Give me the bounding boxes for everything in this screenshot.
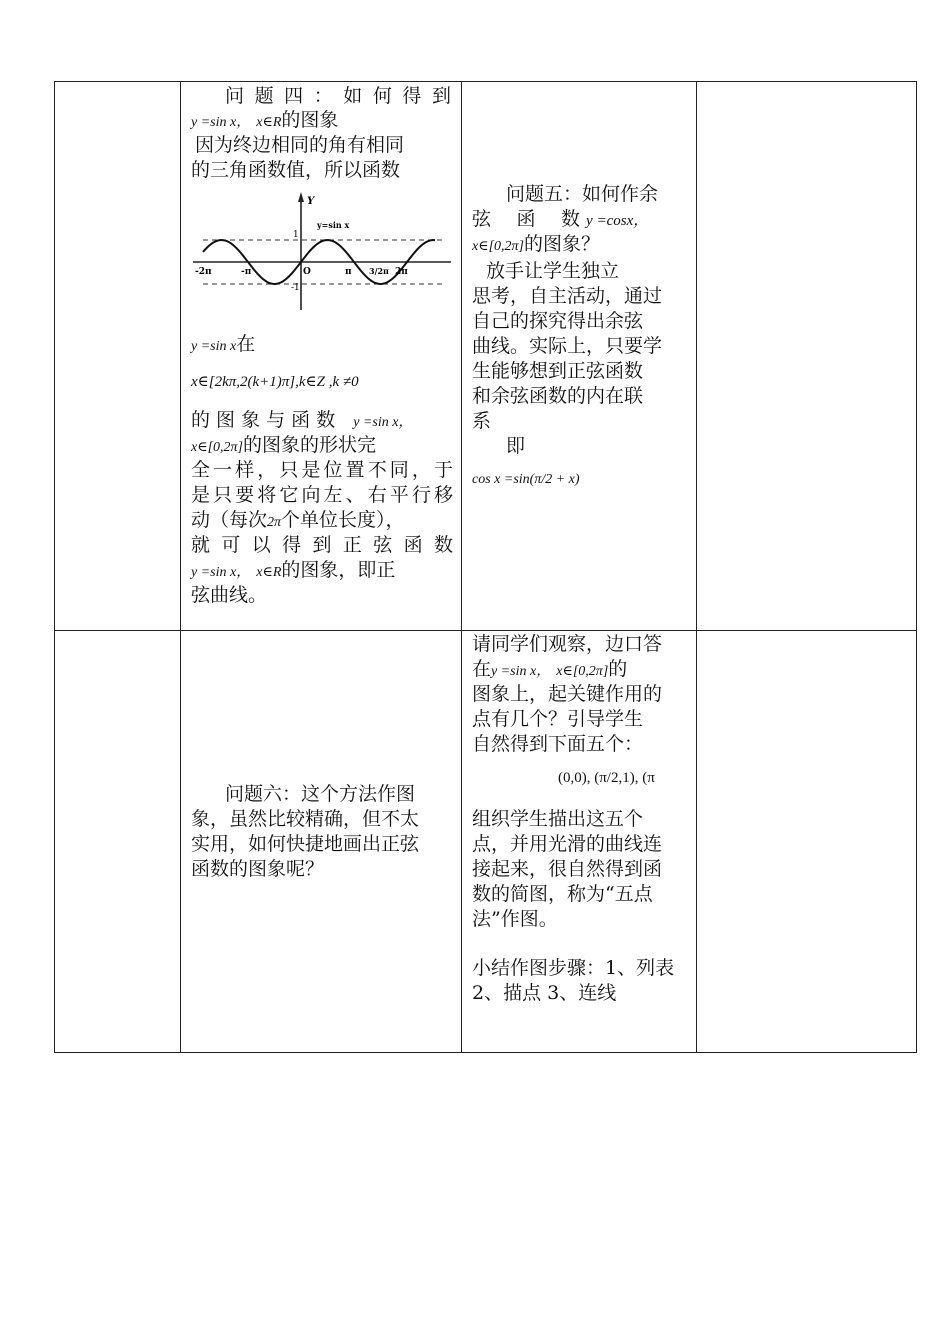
five-after-1: 点，并用光滑的曲线连 [472, 832, 663, 855]
q5-formula [472, 468, 580, 488]
q5-line2-formula: y =cosx， [586, 213, 649, 229]
five-points-text: (0,0), (π/2,1), (π [558, 769, 655, 786]
q5-line1: 问题五：如何作余 [506, 183, 659, 205]
table-row [55, 630, 917, 1052]
q4-cell [181, 82, 462, 631]
five-summary-2: 2、描点 3、连线 [472, 981, 617, 1004]
five-line2-f2: x∈[0,2π] [556, 663, 609, 679]
q4-para1-line1: 因为终边相同的角有相同 [195, 134, 405, 156]
q4-para2-line1 [191, 408, 453, 436]
table-cell-empty [55, 82, 181, 631]
q6-line4: 函数的图象呢？ [191, 857, 325, 880]
q4-formula-y: y =sin x， [191, 115, 251, 130]
q5-body-1: 思考，自主活动，通过 [472, 285, 663, 307]
q5-body-4: 生能够想到正弦函数 [472, 360, 644, 382]
q4-title: 问题四：如何得到 [225, 85, 451, 107]
q4-formula-x: x∈R [256, 115, 282, 130]
q4-cond-line [191, 332, 255, 360]
y-axis-arrow [298, 192, 304, 202]
table-cell-empty [697, 630, 917, 1052]
q4-para2-line5 [191, 508, 405, 536]
q5-body-2: 自己的探究得出余弦 [472, 310, 644, 332]
q4-interval [191, 371, 359, 391]
q4-para2-l7s: 的图象，即正 [281, 559, 396, 581]
five-after-3: 数的简图，称为“五点 [472, 882, 653, 905]
tick-1: 1 [293, 230, 299, 240]
table-cell-empty [55, 630, 181, 1052]
lesson-table [54, 81, 917, 1053]
five-line1: 请同学们观察，边口答 [472, 632, 663, 655]
five-line2-f1: y =sin x， [491, 663, 551, 679]
q4-cond-suffix: 在 [236, 333, 256, 355]
q4-para2-line4: 是只要将它向左、右平行移 [191, 484, 453, 506]
q6-line2: 象，虽然比较精确，但不太 [191, 807, 420, 830]
five-line2-s: 的 [608, 657, 628, 680]
q5-body-6: 系 [472, 410, 492, 432]
five-after-4: 法”作图。 [472, 907, 558, 930]
q6-cell [181, 630, 462, 1052]
table-row [55, 82, 917, 631]
tick-pi: π [345, 267, 352, 277]
q5-line2-text: 弦 函 数 [472, 208, 580, 230]
q4-para2-l7fx: x∈R [256, 565, 282, 580]
q4-para2-fx: x∈[0,2π] [191, 440, 243, 455]
q4-para2-line8: 弦曲线。 [191, 584, 268, 606]
tick-negpi: -π [241, 267, 252, 277]
q4-title-suffix: 的图象 [281, 109, 339, 131]
tick-origin: O [303, 267, 311, 277]
tick-neg2pi: -2π [195, 267, 212, 277]
q4-para2-line6: 就 可 以 得 到 正 弦 函 数 [191, 534, 453, 556]
five-line2-a: 在 [472, 657, 492, 680]
five-point-cell [462, 630, 697, 1052]
q4-para2-l5a: 动（每次 [191, 509, 268, 531]
q4-para2-l2s: 的图象的形状完 [243, 434, 377, 456]
table-cell-empty [697, 82, 917, 631]
q5-line3-formula: x∈[0,2π] [472, 239, 524, 254]
q4-para2-line2 [191, 433, 376, 461]
q6-line3: 实用，如何快捷地画出正弦 [191, 832, 420, 855]
q4-para2-fy: y =sin x， [353, 415, 413, 430]
q5-line3 [472, 232, 600, 260]
q6-line1: 问题六：这个方法作图 [225, 782, 416, 805]
five-line5: 自然得到下面五个： [472, 732, 644, 755]
q4-para2-l7fy: y =sin x， [191, 565, 251, 580]
q5-body-3: 曲线。实际上，只要学 [472, 335, 663, 357]
sine-graph [189, 190, 457, 318]
q4-para2-line7 [191, 558, 395, 586]
q5-body-5: 和余弦函数的内在联 [472, 385, 644, 407]
q5-cell [462, 82, 697, 631]
q4-interval-text: x∈[2kπ,2(k+1)π],k∈Z ,k ≠0 [191, 374, 359, 390]
y-axis-label: Y [307, 196, 315, 207]
q5-line3-text: 的图象？ [524, 233, 601, 255]
curve-label: y=sin x [317, 220, 350, 230]
five-points [558, 767, 655, 787]
tick-neg1: -1 [291, 283, 300, 293]
five-summary-1: 小结作图步骤：1、列表 [472, 956, 675, 979]
q4-para2-line3: 全一样，只是位置不同，于 [191, 459, 453, 481]
five-line4: 点有几个？引导学生 [472, 707, 644, 730]
five-line2 [472, 657, 627, 685]
q5-ji: 即 [506, 435, 526, 457]
q5-formula-text: cos x =sin(π/2 + x) [472, 472, 580, 487]
q4-formula-line [191, 108, 338, 136]
tick-2pi: 2π [395, 267, 408, 277]
q4-para2-text: 的 图 象 与 函 数 [191, 409, 336, 431]
five-after-0: 组织学生描出这五个 [472, 807, 644, 830]
q4-para1-line2: 的三角函数值，所以函数 [191, 159, 401, 181]
q4-para2-l5b: 个单位长度）， [281, 509, 405, 531]
five-after-2: 接起来，很自然得到函 [472, 857, 663, 880]
q5-body-0: 放手让学生独立 [486, 260, 620, 282]
five-line3: 图象上，起关键作用的 [472, 682, 663, 705]
tick-3halfpi: 3/2π [369, 266, 389, 276]
q4-cond-formula: y =sin x [191, 339, 237, 354]
q5-line2 [472, 207, 690, 234]
q4-para2-l5m: 2π [267, 515, 282, 530]
